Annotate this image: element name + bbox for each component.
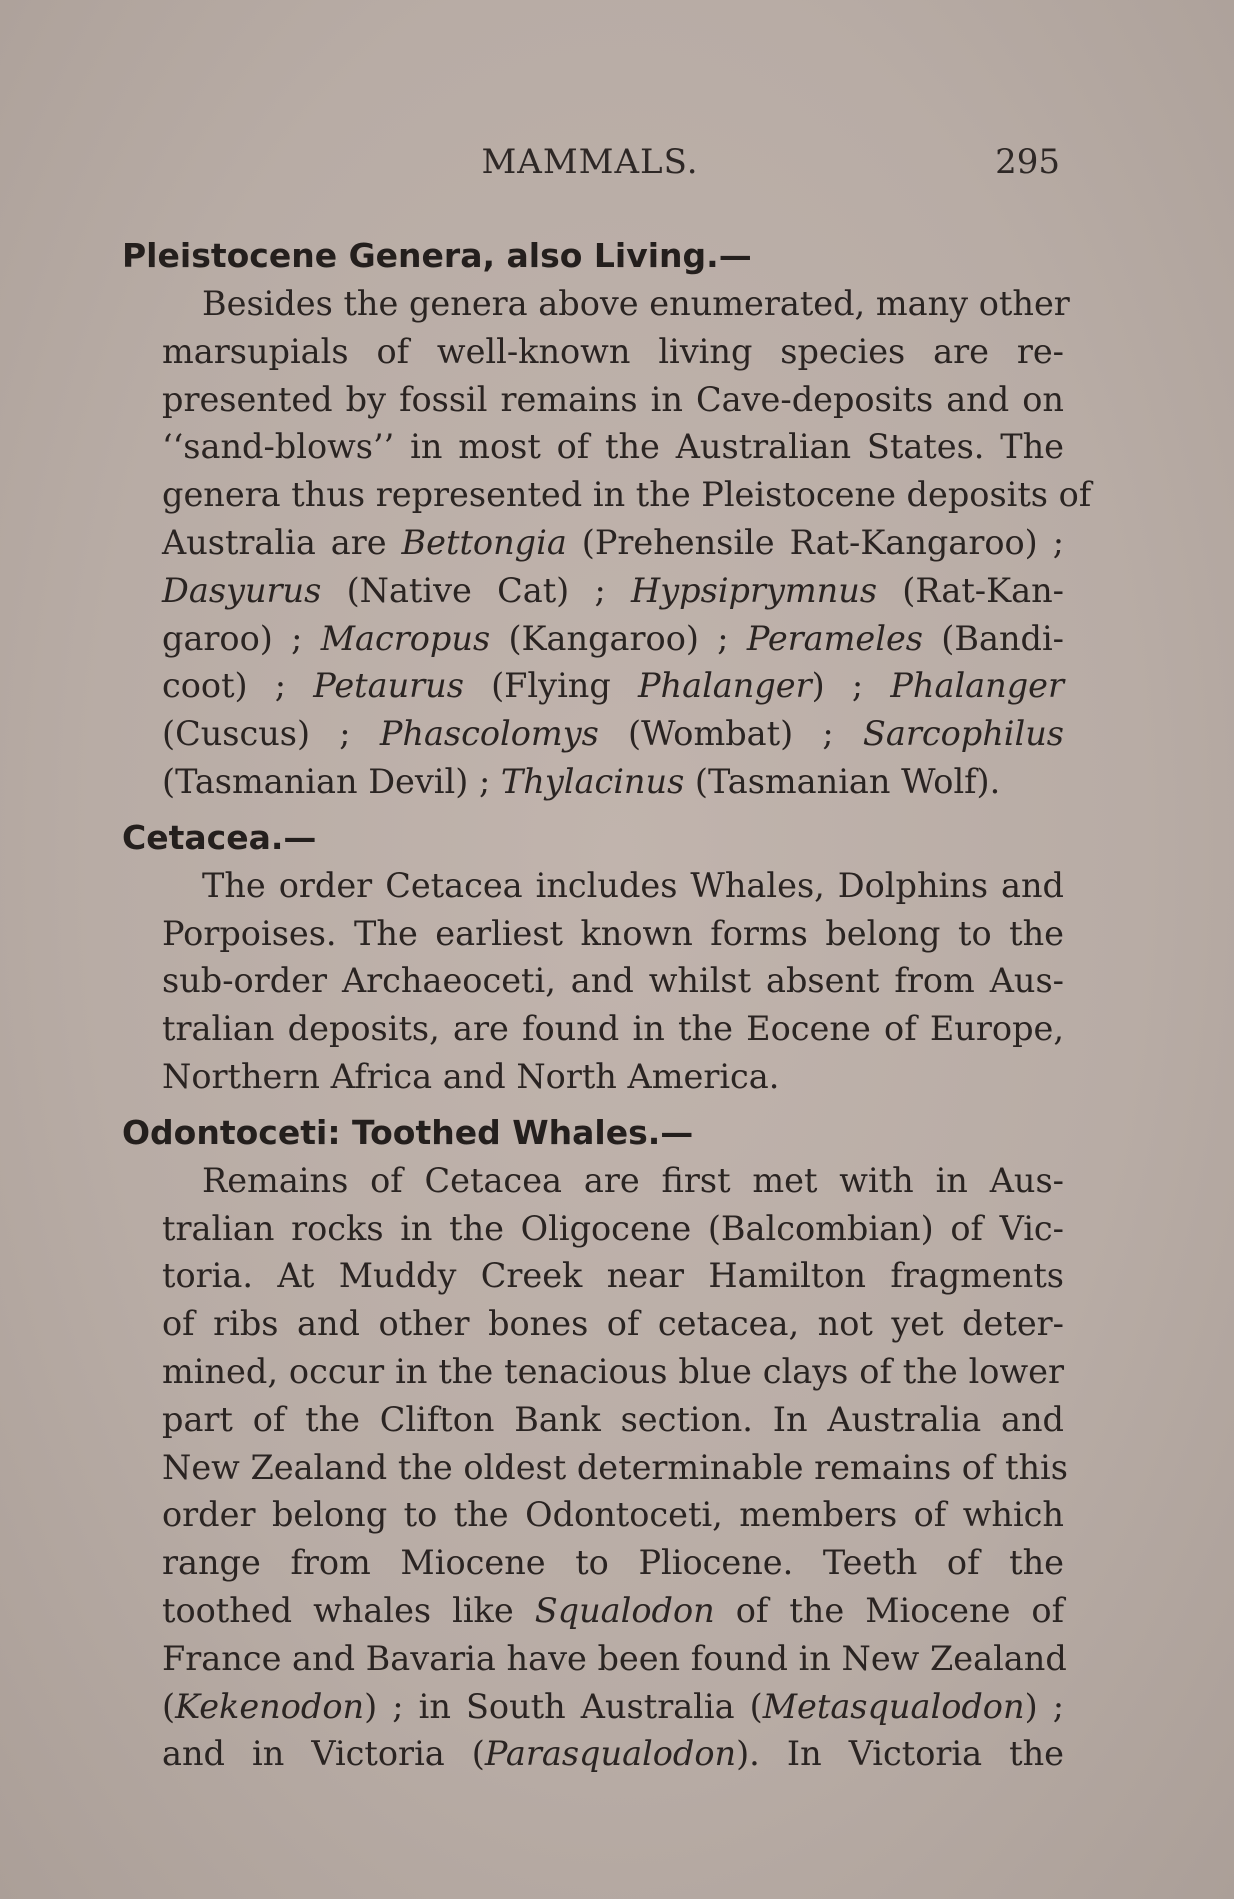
text-line: presented by fossil remains in Cave-deposits and on (162, 379, 1064, 419)
text-line: toothed whales like Squalodon of the Miocene of (162, 1590, 1065, 1630)
section-odontoceti (122, 1109, 1068, 1778)
text-line: Remains of Cetacea are first met with in Aus- (202, 1160, 1064, 1200)
text-line: Besides the genera above enumerated, many other (202, 284, 1070, 323)
section-heading: Odontoceti: Toothed Whales.— (122, 1112, 694, 1152)
text-line: New Zealand the oldest determinable remains of this (162, 1447, 1068, 1487)
text-line: part of the Clifton Bank section. In Australia and (162, 1399, 1064, 1439)
paragraph (122, 1157, 1068, 1778)
text-line: toria. At Muddy Creek near Hamilton fragments (162, 1256, 1064, 1296)
text-line: genera thus represented in the Pleistocene deposits of (162, 475, 1092, 515)
text-line: Dasyurus (Native Cat) ; Hypsiprymnus (Rat-Kan- (162, 570, 1064, 610)
running-title: MAMMALS. (481, 142, 699, 182)
text-line: Northern Africa and North America. (162, 1056, 780, 1096)
text-line: coot) ; Petaurus (Flying Phalanger) ; Phalanger (162, 666, 1064, 706)
text-line: Australia are Bettongia (Prehensile Rat-Kangaroo) ; (162, 522, 1064, 562)
section-heading: Pleistocene Genera, also Living.— (122, 236, 752, 275)
text-line: Porpoises. The earliest known forms belong to the (162, 913, 1064, 953)
text-line: (Cuscus) ; Phascolomys (Wombat) ; Sarcophilus (162, 714, 1064, 754)
text-line: of ribs and other bones of cetacea, not yet deter- (162, 1304, 1064, 1344)
section-heading: Cetacea.— (122, 817, 317, 857)
text-line: mined, occur in the tenacious blue clays of the lower (162, 1351, 1064, 1391)
text-line: (Kekenodon) ; in South Australia (Metasqualodon) ; (162, 1686, 1064, 1726)
text-line: sub-order Archaeoceti, and whilst absent from Aus- (162, 961, 1064, 1001)
text-line: tralian deposits, are found in the Eocene of Europe, (162, 1009, 1064, 1049)
page-number: 295 (995, 142, 1060, 182)
page-header (120, 142, 1060, 192)
text-line: and in Victoria (Parasqualodon). In Victoria the (162, 1734, 1064, 1774)
text-line: ‘‘sand-blows’’ in most of the Australian States. The (162, 427, 1064, 467)
text-line: tralian rocks in the Oligocene (Balcombian) of Vic- (162, 1208, 1064, 1248)
section-cetacea (122, 814, 1064, 1101)
text-line: The order Cetacea includes Whales, Dolphins and (202, 865, 1064, 905)
paragraph (122, 862, 1064, 1101)
text-line: garoo) ; Macropus (Kangaroo) ; Perameles (Bandi- (162, 618, 1064, 658)
text-line: range from Miocene to Pliocene. Teeth of the (162, 1543, 1064, 1583)
text-line: marsupials of well-known living species are re- (162, 331, 1064, 371)
text-line: order belong to the Odontoceti, members of which (162, 1495, 1064, 1535)
paragraph (122, 280, 1092, 806)
text-line: (Tasmanian Devil) ; Thylacinus (Tasmanian Wolf). (162, 761, 1001, 801)
page-body (122, 232, 1092, 1786)
text-line: France and Bavaria have been found in New Zealand (162, 1638, 1067, 1678)
section-pleistocene-genera (122, 232, 1092, 806)
